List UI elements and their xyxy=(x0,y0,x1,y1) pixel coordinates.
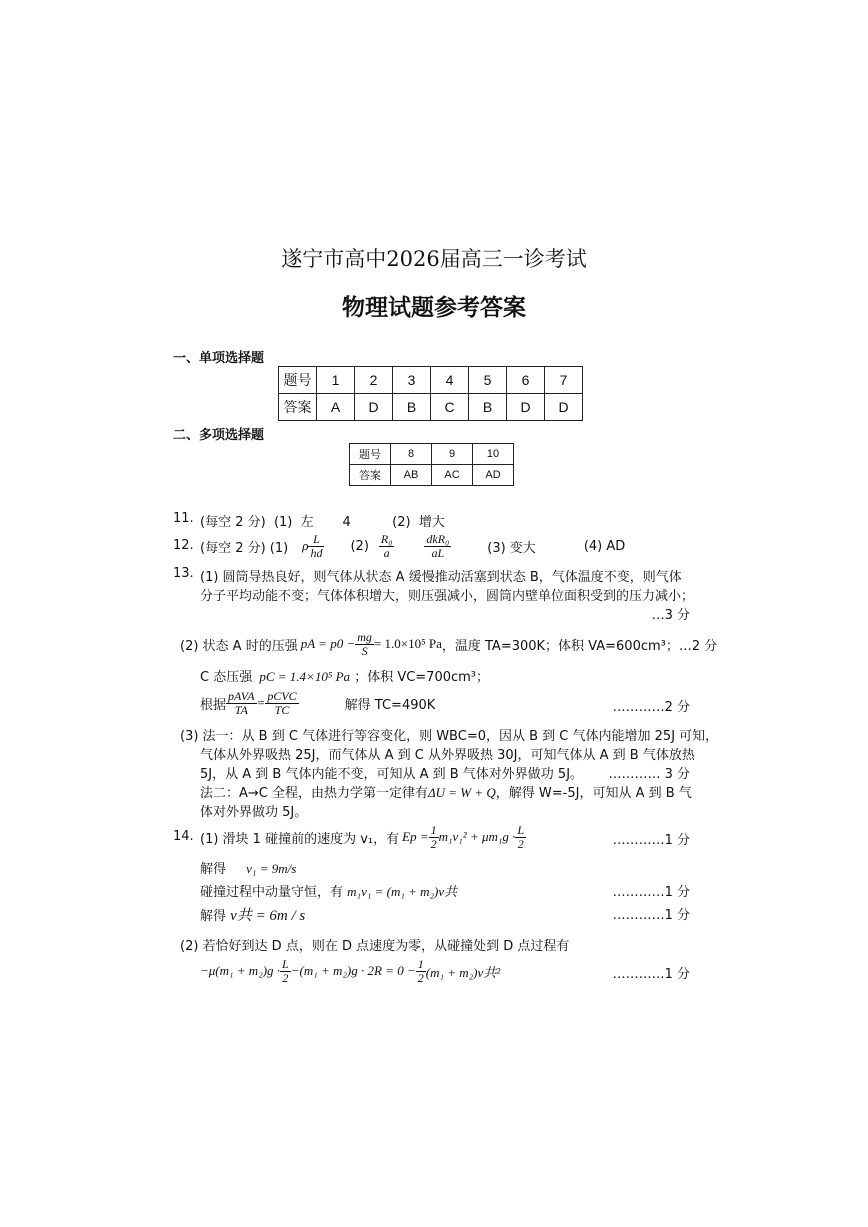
answer-cell: D xyxy=(545,394,583,421)
answer-cell: D xyxy=(507,394,545,421)
question-number: 6 xyxy=(507,367,545,394)
q12-part2: (2) xyxy=(350,538,369,554)
numerator: L xyxy=(517,822,525,837)
q13-part2-points: …………2 分 xyxy=(612,700,690,715)
fraction xyxy=(226,690,257,717)
answer-cell: A xyxy=(317,394,355,421)
section1-heading: 一、单项选择题 xyxy=(173,351,265,366)
label: C 态压强 xyxy=(200,670,253,685)
equation: pC = 1.4×10⁵ Pa xyxy=(259,669,351,684)
numerator: mg xyxy=(357,629,372,644)
q14-line2 xyxy=(200,858,296,877)
single-choice-table xyxy=(278,366,583,421)
denominator: 2 xyxy=(517,836,524,851)
q13-part1-line1: (1) 圆筒导热良好，则气体从状态 A 缓慢推动活塞到状态 B，气体温度不变，则气体 xyxy=(200,570,682,585)
q14-part2-points: …………1 分 xyxy=(612,967,690,982)
multi-choice-table xyxy=(349,443,514,486)
question-number: 7 xyxy=(545,367,583,394)
row-label: 答案 xyxy=(279,394,317,421)
fraction xyxy=(355,631,374,658)
q14-line3-points: …………1 分 xyxy=(612,885,690,900)
fraction xyxy=(265,690,298,717)
denominator: 2 xyxy=(282,970,289,985)
question-number: 5 xyxy=(469,367,507,394)
fraction xyxy=(416,958,426,985)
denominator: a xyxy=(383,545,390,560)
q13-part2-line1 xyxy=(180,628,717,660)
table-row xyxy=(279,394,583,421)
q13-part1-points: …3 分 xyxy=(651,608,690,623)
q13-number: 13. xyxy=(173,566,194,581)
question-number: 3 xyxy=(393,367,431,394)
equation: m₁v₁² + μm₁g · xyxy=(438,829,516,844)
answer-cell: B xyxy=(393,394,431,421)
question-number: 2 xyxy=(355,367,393,394)
q13-part3-line5: 体对外界做功 5J。 xyxy=(200,805,308,820)
numerator: pAVA xyxy=(228,688,255,703)
label: ；体积 VC=700cm³； xyxy=(354,670,490,685)
row-label: 题号 xyxy=(279,367,317,394)
result: 解得 TC=490K xyxy=(344,697,436,713)
equation: ΔU = W + Q xyxy=(428,785,496,800)
q12-prefix: (每空 2 分) (1) xyxy=(200,540,289,556)
exam-title: 遂宁市高中2026届高三一诊考试 xyxy=(281,247,587,271)
equation: −(m₁ + m₂)g · 2R = 0 − xyxy=(290,963,416,978)
q13-part2-line3 xyxy=(200,686,435,720)
equation: (m₁ + m₂)v共² xyxy=(425,964,501,980)
q14-line4 xyxy=(200,904,305,925)
equation: v₁ = 9m/s xyxy=(246,861,297,876)
q12-number: 12. xyxy=(173,538,194,553)
q12-answer xyxy=(200,529,625,563)
numerator: R₀ xyxy=(380,531,393,546)
q14-part1-points: …………1 分 xyxy=(612,833,690,848)
question-number: 4 xyxy=(431,367,469,394)
label: 法二：A→C 全程，由热力学第一定律有 xyxy=(200,786,428,801)
equation: Ep = xyxy=(402,829,429,844)
q13-part3-line3: 5J，从 A 到 B 气体内能不变，可知从 A 到 B 气体对外界做功 5J。 xyxy=(200,767,584,782)
equation: v共 = 6m / s xyxy=(230,908,306,924)
fraction xyxy=(429,824,439,851)
answer-cell: AD xyxy=(473,465,514,486)
q12-rho: ρ xyxy=(302,538,309,553)
fraction xyxy=(515,824,526,851)
label: 解得 xyxy=(200,862,227,877)
label: (1) 滑块 1 碰撞前的速度为 v₁，有 xyxy=(200,831,400,847)
q12-fraction-2 xyxy=(379,533,395,560)
question-number: 9 xyxy=(432,444,473,465)
numerator: L xyxy=(308,533,324,547)
question-number: 10 xyxy=(473,444,514,465)
denominator: 2 xyxy=(430,836,437,851)
q13-part3-points: ………… 3 分 xyxy=(608,767,690,782)
q14-number: 14. xyxy=(173,829,194,844)
equation: −μ(m₁ + m₂)g · xyxy=(200,963,281,978)
q12-fraction-3 xyxy=(424,533,451,560)
label: 解得 xyxy=(200,909,227,924)
denominator: hd xyxy=(310,545,323,560)
denominator: TC xyxy=(274,702,290,717)
label: ，温度 TA=300K；体积 VA=600cm³；…2 分 xyxy=(441,638,718,654)
numerator: dkR₀ xyxy=(426,531,450,546)
q12-part4: (4) AD xyxy=(583,538,626,554)
answer-cell: B xyxy=(469,394,507,421)
answer-key-title: 物理试题参考答案 xyxy=(342,294,526,321)
table-row xyxy=(279,367,583,394)
numerator: 1 xyxy=(430,822,437,837)
denominator: 2 xyxy=(417,970,424,985)
q13-part1-line2: 分子平均动能不变；气体体积增大，则压强减小，圆筒内壁单位面积受到的压力减小； xyxy=(200,589,695,604)
question-number: 8 xyxy=(391,444,432,465)
answer-cell: AC xyxy=(432,465,473,486)
fraction xyxy=(280,958,291,985)
answer-cell: AB xyxy=(391,465,432,486)
q14-line3 xyxy=(200,881,457,900)
q11-answer: (每空 2 分) (1) 左 4 (2) 增大 xyxy=(200,515,445,530)
q14-line4-points: …………1 分 xyxy=(612,908,690,923)
label: (2) 状态 A 时的压强 xyxy=(180,638,298,654)
denominator: S xyxy=(361,643,368,658)
q14-part1-line1 xyxy=(200,820,526,854)
section2-heading: 二、多项选择题 xyxy=(173,428,265,443)
q11-number: 11. xyxy=(173,511,194,526)
q13-part2-line2 xyxy=(200,666,489,685)
numerator: pCVC xyxy=(267,688,297,703)
denominator: aL xyxy=(431,545,445,560)
q14-part2-equation xyxy=(200,954,500,988)
equation: m₁v₁ = (m₁ + m₂)v共 xyxy=(347,884,458,899)
q13-part3-line1: (3) 法一：从 B 到 C 气体进行等容变化，则 WBC=0，因从 B 到 C 气体内能增加 25J 可知， xyxy=(180,729,719,744)
label: 根据 xyxy=(200,697,227,713)
question-number: 1 xyxy=(317,367,355,394)
q13-part3-line4 xyxy=(200,782,692,801)
answer-cell: C xyxy=(431,394,469,421)
numerator: 1 xyxy=(417,956,424,971)
equals: = xyxy=(256,695,266,710)
numerator: L xyxy=(282,956,289,971)
q13-part3-line2: 气体从外界吸热 25J，而气体从 A 到 C 从外界吸热 30J，可知气体从 A 到 B 气体放热 xyxy=(200,748,695,763)
answer-cell: D xyxy=(355,394,393,421)
q12-fraction-1 xyxy=(308,533,324,560)
row-label: 答案 xyxy=(350,465,391,486)
label: ，解得 W=-5J，可知从 A 到 B 气 xyxy=(495,786,692,801)
table-row xyxy=(350,465,514,486)
row-label: 题号 xyxy=(350,444,391,465)
table-row xyxy=(350,444,514,465)
equation: = 1.0×10⁵ Pa xyxy=(373,636,442,651)
q14-part2-line1: (2) 若恰好到达 D 点，则在 D 点速度为零，从碰撞处到 D 点过程有 xyxy=(180,939,570,954)
denominator: TA xyxy=(234,702,248,717)
equation: pA = p0 − xyxy=(300,636,356,651)
label: 碰撞过程中动量守恒，有 xyxy=(200,885,344,900)
q12-part3: (3) 变大 xyxy=(487,540,536,556)
